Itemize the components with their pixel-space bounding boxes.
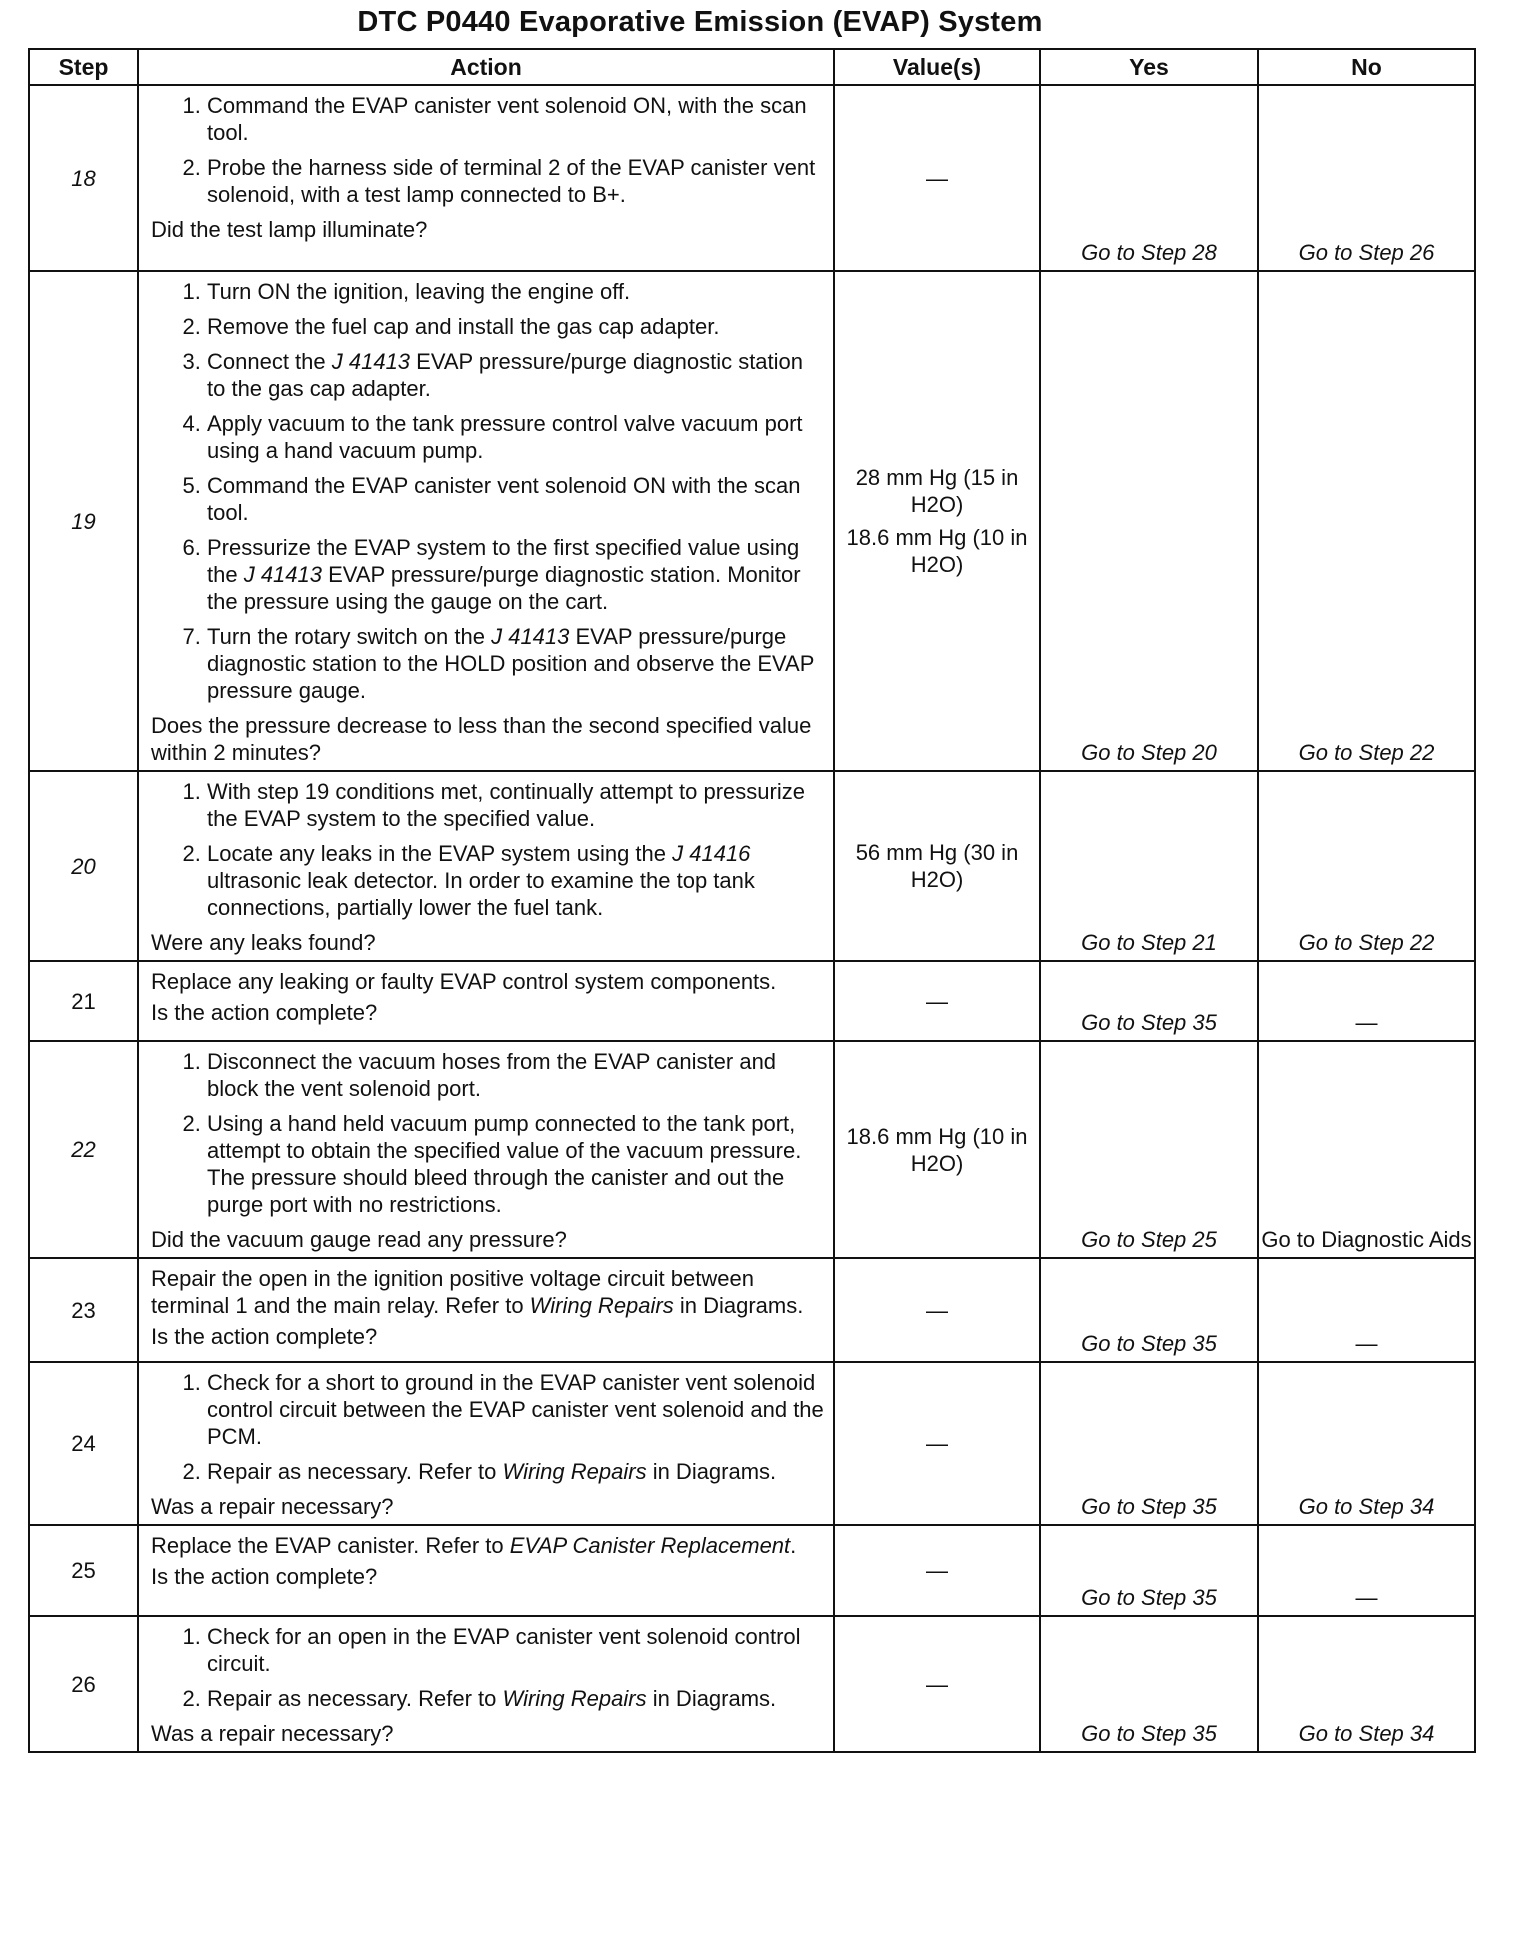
action-step-item: 2. Repair as necessary. Refer to Wiring Repairs in Diagrams. (207, 1685, 825, 1712)
action-steps (151, 778, 825, 921)
value-text: — (926, 1558, 948, 1583)
no-result: Go to Step 34 (1258, 1616, 1475, 1752)
action-cell (138, 1525, 834, 1616)
diagnostic-table (28, 48, 1476, 1753)
no-result: Go to Step 22 (1258, 271, 1475, 771)
table-row (29, 1616, 1475, 1752)
yes-result: Go to Step 35 (1040, 1362, 1258, 1525)
action-step-item: 2. Locate any leaks in the EVAP system using the J 41416 ultrasonic leak detector. In order to examine the top tank connections, partially lower the fuel tank. (207, 840, 825, 921)
yes-result: Go to Step 21 (1040, 771, 1258, 961)
step-number: 25 (29, 1525, 138, 1616)
value-cell (834, 85, 1040, 271)
table-row (29, 1258, 1475, 1362)
no-result: Go to Diagnostic Aids (1258, 1041, 1475, 1258)
value-cell (834, 1362, 1040, 1525)
no-result: Go to Step 26 (1258, 85, 1475, 271)
action-step-item: 1. Disconnect the vacuum hoses from the EVAP canister and block the vent solenoid port. (207, 1048, 825, 1102)
action-text: Repair the open in the ignition positive voltage circuit between terminal 1 and the main relay. Refer to Wiring Repairs in Diagrams. (151, 1266, 804, 1318)
value-text: 18.6 mm Hg (10 in H2O) (846, 1123, 1028, 1176)
header-action: Action (138, 49, 834, 85)
table-row (29, 271, 1475, 771)
step-number: 19 (29, 271, 138, 771)
value-text: — (926, 165, 948, 191)
value-text: 56 mm Hg (30 in H2O) (855, 840, 1019, 892)
action-steps (151, 1048, 825, 1218)
table-row (29, 1525, 1475, 1616)
value-text: — (926, 1431, 948, 1456)
action-question: Did the vacuum gauge read any pressure? (151, 1227, 567, 1252)
value-cell (834, 1041, 1040, 1258)
action-step-item: 5. Command the EVAP canister vent solenoid ON with the scan tool. (207, 472, 825, 526)
header-row (29, 49, 1475, 85)
value-text: — (926, 1671, 948, 1697)
action-step-item: 6. Pressurize the EVAP system to the first specified value using the J 41413 EVAP pressure/purge diagnostic station. Monitor the pressure using the gauge on the cart. (207, 534, 825, 615)
value-cell (834, 271, 1040, 771)
no-result: — (1258, 1258, 1475, 1362)
action-cell (138, 271, 834, 771)
yes-result: Go to Step 35 (1040, 1616, 1258, 1752)
step-number: 21 (29, 961, 138, 1041)
action-cell (138, 1616, 834, 1752)
action-step-item: 1. Check for an open in the EVAP canister vent solenoid control circuit. (207, 1623, 825, 1677)
action-cell (138, 961, 834, 1041)
header-values: Value(s) (834, 49, 1040, 85)
yes-result: Go to Step 35 (1040, 1525, 1258, 1616)
yes-result: Go to Step 25 (1040, 1041, 1258, 1258)
action-question: Did the test lamp illuminate? (151, 217, 428, 242)
table-row (29, 85, 1475, 271)
no-result: Go to Step 34 (1258, 1362, 1475, 1525)
action-step-item: 2. Using a hand held vacuum pump connected to the tank port, attempt to obtain the specified value of the vacuum pressure. The pressure should bleed through the canister and out the purge port with no restrictions. (207, 1110, 825, 1218)
table-row (29, 1362, 1475, 1525)
value-cell (834, 1258, 1040, 1362)
table-row (29, 771, 1475, 961)
action-question: Does the pressure decrease to less than the second specified value within 2 minutes? (151, 713, 812, 765)
action-text: Replace any leaking or faulty EVAP control system components. (151, 969, 777, 994)
action-step-item: 7. Turn the rotary switch on the J 41413 EVAP pressure/purge diagnostic station to the HOLD position and observe the EVAP pressure gauge. (207, 623, 825, 704)
header-no: No (1258, 49, 1475, 85)
action-question: Were any leaks found? (151, 930, 376, 955)
action-step-item: 2. Probe the harness side of terminal 2 of the EVAP canister vent solenoid, with a test lamp connected to B+. (207, 154, 825, 208)
step-number: 23 (29, 1258, 138, 1362)
action-question: Is the action complete? (151, 1324, 378, 1349)
no-result: — (1258, 961, 1475, 1041)
action-steps (151, 1623, 825, 1712)
action-cell (138, 1041, 834, 1258)
value-cell (834, 771, 1040, 961)
action-step-item: 3. Connect the J 41413 EVAP pressure/purge diagnostic station to the gas cap adapter. (207, 348, 825, 402)
step-number: 26 (29, 1616, 138, 1752)
action-step-item: 2. Remove the fuel cap and install the gas cap adapter. (207, 313, 825, 340)
action-question: Was a repair necessary? (151, 1494, 394, 1519)
header-yes: Yes (1040, 49, 1258, 85)
yes-result: Go to Step 35 (1040, 961, 1258, 1041)
table-body (29, 85, 1475, 1752)
header-step: Step (29, 49, 138, 85)
action-step-item: 1. Check for a short to ground in the EVAP canister vent solenoid control circuit between the EVAP canister vent solenoid and the PCM. (207, 1369, 825, 1450)
step-number: 20 (29, 771, 138, 961)
action-question: Is the action complete? (151, 1000, 378, 1025)
action-step-item: 1. Command the EVAP canister vent solenoid ON, with the scan tool. (207, 92, 825, 146)
no-result: Go to Step 22 (1258, 771, 1475, 961)
value-cell (834, 961, 1040, 1041)
value-text: — (926, 1297, 948, 1323)
value-text: 28 mm Hg (15 in H2O) (855, 465, 1019, 517)
table-row (29, 961, 1475, 1041)
action-steps (151, 92, 825, 208)
value-cell (834, 1525, 1040, 1616)
action-step-item: 4. Apply vacuum to the tank pressure control valve vacuum port using a hand vacuum pump. (207, 410, 825, 464)
action-cell (138, 771, 834, 961)
step-number: 18 (29, 85, 138, 271)
action-cell (138, 1362, 834, 1525)
page-title: DTC P0440 Evaporative Emission (EVAP) System (357, 6, 1043, 38)
action-question: Is the action complete? (151, 1564, 378, 1589)
action-text: Replace the EVAP canister. Refer to EVAP Canister Replacement. (151, 1533, 797, 1558)
action-question: Was a repair necessary? (151, 1721, 394, 1746)
no-result: — (1258, 1525, 1475, 1616)
yes-result: Go to Step 20 (1040, 271, 1258, 771)
yes-result: Go to Step 28 (1040, 85, 1258, 271)
action-steps (151, 1369, 825, 1485)
value-text: — (926, 988, 948, 1014)
action-step-item: 1. Turn ON the ignition, leaving the engine off. (207, 278, 825, 305)
action-steps (151, 278, 825, 704)
step-number: 22 (29, 1041, 138, 1258)
action-step-item: 2. Repair as necessary. Refer to Wiring Repairs in Diagrams. (207, 1458, 825, 1485)
action-step-item: 1. With step 19 conditions met, continually attempt to pressurize the EVAP system to the specified value. (207, 778, 825, 832)
yes-result: Go to Step 35 (1040, 1258, 1258, 1362)
value-cell (834, 1616, 1040, 1752)
step-number: 24 (29, 1362, 138, 1525)
action-cell (138, 1258, 834, 1362)
table-row (29, 1041, 1475, 1258)
action-cell (138, 85, 834, 271)
value-text: 18.6 mm Hg (10 in H2O) (846, 525, 1028, 577)
